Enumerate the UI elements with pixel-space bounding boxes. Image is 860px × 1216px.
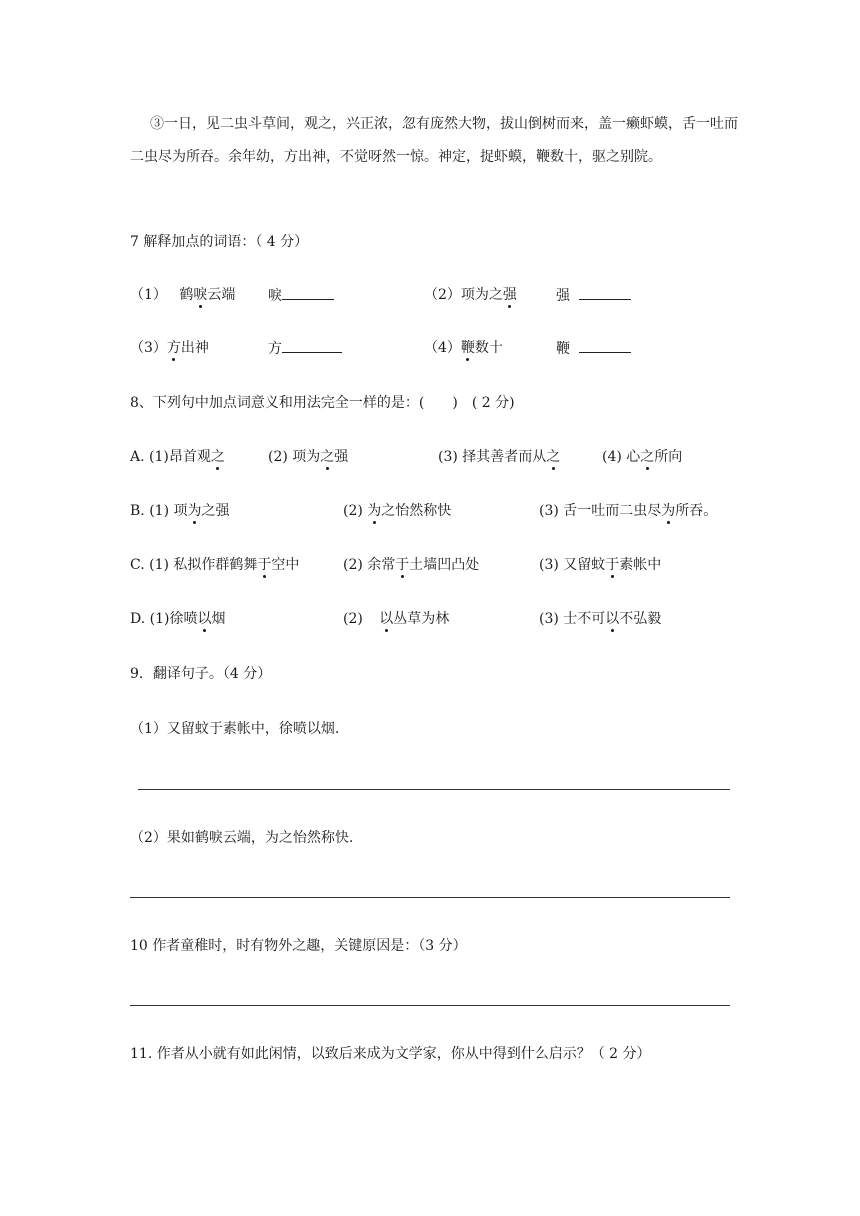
q8-c1-post: 空中 bbox=[271, 557, 300, 573]
q8-b3 bbox=[539, 501, 717, 521]
q7-answer-1-blank[interactable] bbox=[282, 285, 334, 300]
q9-answer-line-1[interactable] bbox=[138, 789, 730, 790]
q7-item-1-post: 云端 bbox=[207, 287, 236, 303]
q8-option-c-letter: C. bbox=[130, 557, 145, 573]
q7-item-4-dotted: 鞭 bbox=[460, 340, 475, 356]
q8-c2-pre: 余常 bbox=[367, 557, 396, 573]
q8-a4-dotted: 之 bbox=[640, 449, 655, 465]
q7-answer-3-blank[interactable] bbox=[282, 338, 342, 353]
q11-title: 11. 作者从小就有如此闲情，以致后来成为文学家，你从中得到什么启示？（ 2 分） bbox=[130, 1046, 651, 1062]
q8-b3-num: (3) bbox=[539, 503, 559, 519]
q8-d3-pre: 士不可 bbox=[563, 611, 606, 627]
q8-c3-post: 素帐中 bbox=[619, 557, 662, 573]
q8-d3-post: 不弘毅 bbox=[619, 611, 662, 627]
q8-b3-dotted: 为 bbox=[661, 503, 676, 519]
q7-item-2 bbox=[424, 285, 517, 305]
q8-a1-pre: 昂首观 bbox=[168, 449, 211, 465]
q8-c3-pre: 又留蚊 bbox=[563, 557, 606, 573]
q8-a4-post: 所向 bbox=[654, 449, 683, 465]
q8-c3-dotted: 于 bbox=[605, 557, 620, 573]
q8-d1-pre: 徐喷 bbox=[169, 611, 198, 627]
q7-answer-2-blank[interactable] bbox=[579, 285, 631, 300]
q8-a2-dotted: 之 bbox=[320, 449, 335, 465]
q9-sentence-2: （2）果如鹤唳云端，为之怡然称快. bbox=[130, 830, 354, 846]
q7-item-4-num: （4） bbox=[424, 340, 461, 356]
q8-c2-dotted: 于 bbox=[395, 557, 410, 573]
q8-a1-num: (1) bbox=[149, 449, 169, 465]
q8-a4-num: (4) bbox=[602, 449, 622, 465]
q8-a3-pre: 择其善者而从 bbox=[462, 449, 547, 465]
q8-option-a bbox=[130, 447, 225, 467]
q8-a3-num: (3) bbox=[438, 449, 458, 465]
q8-c3-num: (3) bbox=[539, 557, 559, 573]
q7-answer-2 bbox=[556, 285, 631, 306]
q8-d1-post: 烟 bbox=[211, 611, 226, 627]
q8-a2-post: 强 bbox=[334, 449, 349, 465]
q8-b2-num: (2) bbox=[343, 503, 363, 519]
q7-item-4 bbox=[424, 338, 503, 358]
q8-d2-post: 丛草为林 bbox=[393, 611, 450, 627]
q7-answer-1 bbox=[268, 285, 334, 306]
q9-answer-line-2[interactable] bbox=[130, 897, 730, 898]
q8-a2 bbox=[268, 447, 348, 467]
q10-title: 10 作者童稚时，时有物外之趣，关键原因是：（3 分） bbox=[130, 938, 467, 954]
q8-c2-post: 土墙凹凸处 bbox=[409, 557, 480, 573]
q7-item-1-dotted: 唳 bbox=[193, 287, 208, 303]
q8-option-d bbox=[130, 609, 225, 629]
q7-item-1 bbox=[130, 285, 235, 305]
q8-b3-post: 所吞。 bbox=[675, 503, 718, 519]
q8-a3 bbox=[438, 447, 560, 467]
q8-d3-num: (3) bbox=[539, 611, 559, 627]
q8-b1-num: (1) bbox=[149, 503, 170, 519]
q8-b1-dotted: 为 bbox=[187, 503, 202, 519]
q7-item-1-num: （1） bbox=[130, 287, 167, 303]
q7-item-3 bbox=[130, 338, 209, 358]
q7-title: 7 解释加点的词语：（ 4 分） bbox=[130, 234, 309, 250]
q7-answer-1-label: 唳 bbox=[268, 288, 282, 304]
q8-d3 bbox=[539, 609, 661, 629]
q7-answer-3 bbox=[268, 338, 342, 359]
q8-option-c bbox=[130, 555, 299, 575]
q8-a1-dotted: 之 bbox=[210, 449, 225, 465]
q7-item-2-dotted: 强 bbox=[502, 287, 517, 303]
q8-c2 bbox=[343, 555, 479, 575]
q8-a4-pre: 心 bbox=[626, 449, 641, 465]
q8-c1-pre: 私拟作群鹤舞 bbox=[173, 557, 258, 573]
q8-a2-num: (2) bbox=[268, 449, 288, 465]
q8-option-b-letter: B. bbox=[130, 503, 145, 519]
q8-c3 bbox=[539, 555, 661, 575]
q8-c1-num: (1) bbox=[149, 557, 169, 573]
q8-a3-dotted: 之 bbox=[546, 449, 561, 465]
q9-title: 9．翻译句子。（4 分） bbox=[130, 666, 272, 682]
q8-d2-num: (2) bbox=[343, 611, 363, 627]
q7-answer-4 bbox=[556, 338, 631, 359]
q8-option-d-letter: D. bbox=[130, 611, 146, 627]
q8-a4 bbox=[602, 447, 682, 467]
q8-b1-post: 之强 bbox=[201, 503, 230, 519]
q8-d1-num: (1) bbox=[149, 611, 170, 627]
q7-item-2-pre: 项为之 bbox=[460, 287, 503, 303]
q8-b3-pre: 舌一吐而二虫尽 bbox=[563, 503, 662, 519]
q7-answer-4-label: 鞭 bbox=[556, 341, 570, 357]
q9-sentence-1: （1）又留蚊于素帐中，徐喷以烟. bbox=[130, 721, 340, 737]
q8-option-b bbox=[130, 501, 230, 521]
q8-b1-pre: 项 bbox=[173, 503, 188, 519]
q8-b2 bbox=[343, 501, 451, 521]
q7-answer-2-label: 强 bbox=[556, 288, 570, 304]
q10-answer-line[interactable] bbox=[130, 1005, 730, 1006]
q8-d1-dotted: 以 bbox=[197, 611, 212, 627]
passage-text: ③一日，见二虫斗草间，观之，兴正浓，忽有庞然大物，拔山倒树而来，盖一癞虾蟆，舌一吐而二虫尽为所吞。余年幼，方出神，不觉呀然一惊。神定，捉虾蟆，鞭数十，驱之别院。 bbox=[130, 116, 738, 165]
q8-option-a-letter: A. bbox=[130, 449, 145, 465]
q7-item-2-num: （2） bbox=[424, 287, 461, 303]
q7-item-3-dotted: 方 bbox=[166, 340, 181, 356]
q8-c2-num: (2) bbox=[343, 557, 363, 573]
q7-item-4-post: 数十 bbox=[474, 340, 503, 356]
q8-title: 8、下列句中加点词意义和用法完全一样的是：( ) ( 2 分) bbox=[130, 395, 515, 411]
q8-d2-dotted: 以 bbox=[379, 611, 394, 627]
q8-b2-dotted: 为 bbox=[367, 503, 382, 519]
passage-paragraph bbox=[130, 108, 750, 174]
q8-c1-dotted: 于 bbox=[257, 557, 272, 573]
q8-d2 bbox=[343, 609, 449, 629]
q7-answer-4-blank[interactable] bbox=[579, 338, 631, 353]
q7-answer-3-label: 方 bbox=[268, 341, 282, 357]
q8-a2-pre: 项为 bbox=[292, 449, 321, 465]
q8-b2-post: 之怡然称快 bbox=[381, 503, 452, 519]
q8-d3-dotted: 以 bbox=[605, 611, 620, 627]
q7-item-1-pre: 鹤 bbox=[179, 287, 194, 303]
q7-item-3-post: 出神 bbox=[180, 340, 209, 356]
q7-item-3-num: （3） bbox=[130, 340, 167, 356]
